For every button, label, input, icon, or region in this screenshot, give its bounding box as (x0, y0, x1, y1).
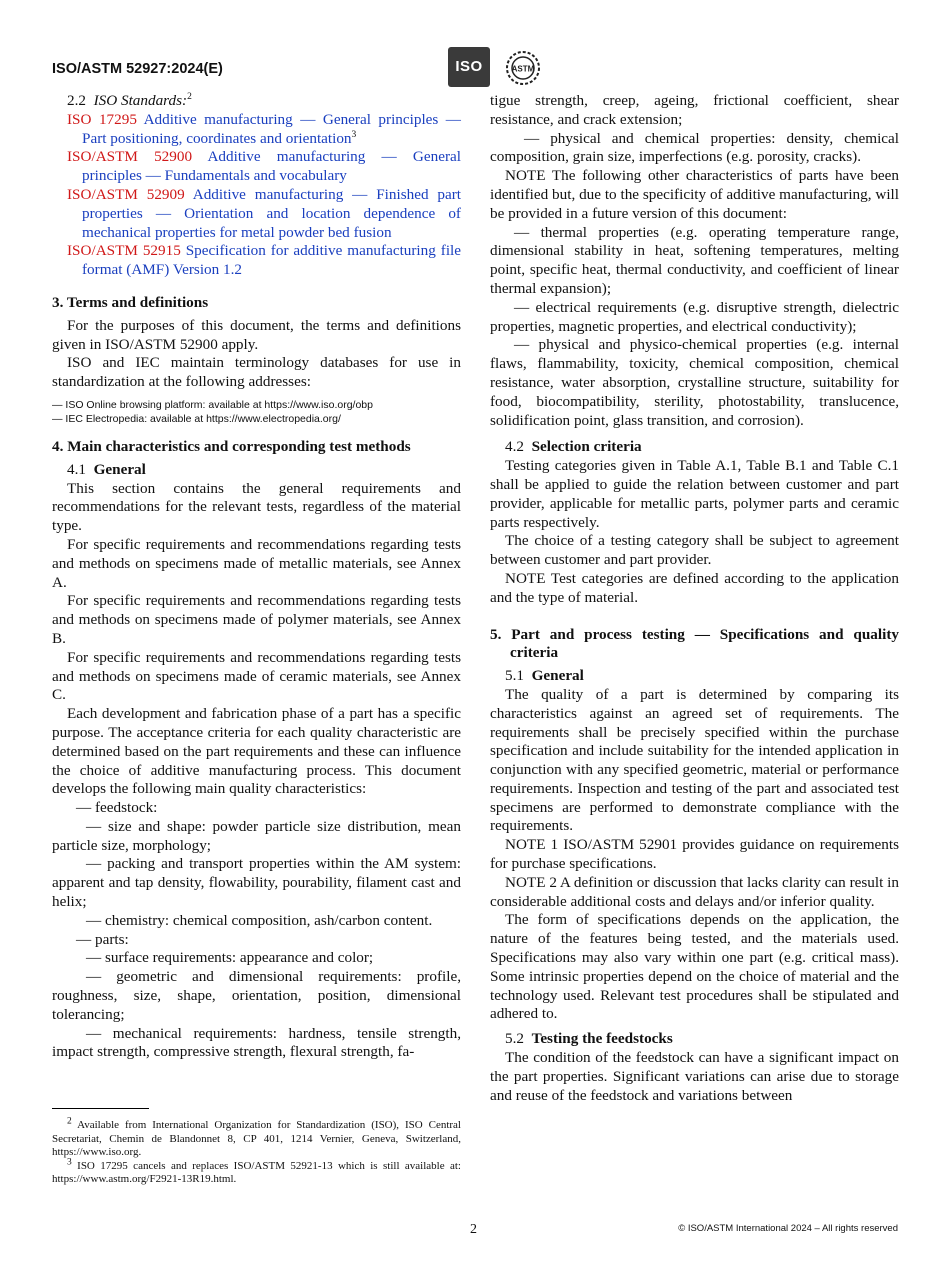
list-item: — mechanical requirements: hardness, tensile strength, impact strength, compressive strength, flexural strength, fa- (52, 1024, 461, 1061)
reference-iso-astm-52900[interactable]: ISO/ASTM 52900 Additive manufacturing — General principles — Fundamentals and vocabulary (67, 148, 461, 185)
paragraph: Testing categories given in Table A.1, Table B.1 and Table C.1 shall be applied to guide the relation between customer and part provider, applicable for metallic parts, polymer parts and ceramic parts respectively. (490, 457, 899, 531)
paragraph: For the purposes of this document, the terms and definitions given in ISO/ASTM 52900 apply. (52, 316, 461, 353)
paragraph: The form of specifications depends on the application, the nature of the features being tested, and the materials used. Specifications may also vary within one part (e.g. critical mass). Some intrinsic properties depend on the choice of material and the technology used. Relevant test procedures shall be stipulated and adhered to. (490, 911, 899, 1023)
list-item: — physical and chemical properties: density, chemical composition, grain size, imperfections (e.g. porosity, cracks). (490, 129, 899, 166)
iso-logo (448, 47, 490, 87)
section-4-heading: 4. Main characteristics and corresponding test methods (52, 437, 411, 455)
terminology-link-iec[interactable]: — IEC Electropedia: available at https://www.electropedia.org/ (52, 412, 341, 425)
paragraph: ISO and IEC maintain terminology databases for use in standardization at the following addresses: (52, 354, 461, 391)
section-5-heading: 5. Part and process testing — Specifications and quality criteria (490, 625, 899, 662)
paragraph: For specific requirements and recommendations regarding tests and methods on specimens made of ceramic materials, see Annex C. (52, 648, 461, 704)
paragraph: The quality of a part is determined by comparing its characteristics against an agreed set of requirements. The requirements shall be precisely specified within the purchase specification and include suitability for the intended application in conjunction with any specified geometric, material or performance requirements. Inspection and testing of the part and associated test specimens are performed to demonstrate compliance with the requirements. (490, 685, 899, 835)
iso-logo-text: ISO (455, 57, 483, 75)
reference-iso-astm-52915[interactable]: ISO/ASTM 52915 Specification for additive manufacturing file format (AMF) Version 1.2 (67, 242, 462, 279)
list-item: — geometric and dimensional requirements: profile, roughness, size, shape, orientation, position, dimensional tolerancing; (52, 968, 461, 1023)
section-3-heading: 3. Terms and definitions (52, 293, 209, 311)
list-item: — packing and transport properties within the AM system: apparent and tap density, flowability, pourability, filament cast and helix; (52, 855, 461, 911)
list-item: — parts: (76, 930, 129, 948)
paragraph: This section contains the general requirements and recommendations for the relevant tests, regardless of the material type. (52, 479, 461, 535)
astm-logo-text: ASTM (511, 64, 535, 74)
section-5-2-heading: 5.2 Testing the feedstocks (505, 1030, 673, 1048)
reference-iso-astm-52909[interactable]: ISO/ASTM 52909 Additive manufacturing — Finished part properties — Orientation and location dependence of mechanical properties for metal powder bed fusion (67, 185, 462, 241)
list-item: — feedstock: (76, 799, 158, 817)
list-item: — thermal properties (e.g. operating temperature range, dimensional stability in heat, softening temperatures, melting point, specific heat, thermal conductivity, and coefficient of linear thermal expansion); (490, 223, 899, 297)
note: NOTE The following other characteristics of parts have been identified but, due to the specificity of additive manufacturing, will be provided in a future version of this document: (490, 167, 899, 222)
page-number: 2 (470, 1222, 477, 1237)
right-column (490, 92, 899, 1105)
copyright-notice: © ISO/ASTM International 2024 – All rights reserved (678, 1223, 898, 1234)
terminology-link-iso[interactable]: — ISO Online browsing platform: available at https://www.iso.org/obp (52, 398, 373, 411)
list-item: — physical and physico-chemical properties (e.g. internal flaws, flammability, toxicity, chemical composition, chemical resistance, water absorption, crystalline structure, suitability for food, biocompatibility, sterility, photostability, translucence, solidification point, glass transition, and corrosion). (490, 336, 899, 429)
paragraph: For specific requirements and recommendations regarding tests and methods on specimens made of metallic materials, see Annex A. (52, 535, 461, 591)
note: NOTE 1 ISO/ASTM 52901 provides guidance on requirements for purchase specifications. (490, 836, 899, 873)
left-column (52, 92, 461, 1062)
footnote-3: $^3$ ISO 17295 cancels and replaces ISO/ASTM 52921-13 which is still available at: https://www.astm.org/F2921-13R19.html. (52, 1157, 461, 1186)
section-4-1-heading: 4.1 General (67, 460, 146, 478)
list-item: — electrical requirements (e.g. disruptive strength, dielectric properties, magnetic properties, and electrical conductivity); (490, 298, 899, 335)
footnote-2: $^2$ Available from International Organization for Standardization (ISO), ISO Central Secretariat, Chemin de Blandonnet 8, CP 401, 1214 Vernier, Geneva, Switzerland, https://www.iso.org. (52, 1116, 461, 1159)
list-item: — chemistry: chemical composition, ash/carbon content. (86, 911, 433, 929)
note: NOTE Test categories are defined according to the application and the type of material. (490, 569, 899, 606)
document-id: ISO/ASTM 52927:2024(E) (52, 61, 223, 77)
note: NOTE 2 A definition or discussion that lacks clarity can result in considerable additional costs and delays and/or inferior quality. (490, 873, 899, 910)
section-2-2-heading: 2.2 ISO Standards:$^2$ (67, 91, 192, 109)
list-item: — surface requirements: appearance and color; (86, 949, 374, 967)
section-5-1-heading: 5.1 General (505, 667, 584, 685)
paragraph: Each development and fabrication phase of a part has a specific purpose. The acceptance criteria for each quality characteristic are determined based on the part requirements and these can influence the choice of additive manufacturing process. This document develops the following main quality characteristics: (52, 705, 461, 798)
paragraph: tigue strength, creep, ageing, frictional coefficient, shear resistance, and crack extension; (490, 92, 899, 128)
section-4-2-heading: 4.2 Selection criteria (505, 438, 642, 456)
footnotes (52, 1116, 461, 1187)
paragraph: The choice of a testing category shall be subject to agreement between customer and part provider. (490, 532, 899, 569)
paragraph: For specific requirements and recommendations regarding tests and methods on specimens made of polymer materials, see Annex B. (52, 592, 461, 647)
footnote-divider (52, 1108, 149, 1109)
reference-iso-17295[interactable]: ISO 17295 Additive manufacturing — General principles — Part positioning, coordinates and orientation$^3$ (67, 110, 461, 147)
astm-logo (503, 48, 543, 88)
list-item: — size and shape: powder particle size distribution, mean particle size, morphology; (52, 817, 461, 854)
paragraph: The condition of the feedstock can have a significant impact on the part properties. Significant variations can arise due to storage and reuse of the feedstock and variations between (490, 1049, 899, 1104)
